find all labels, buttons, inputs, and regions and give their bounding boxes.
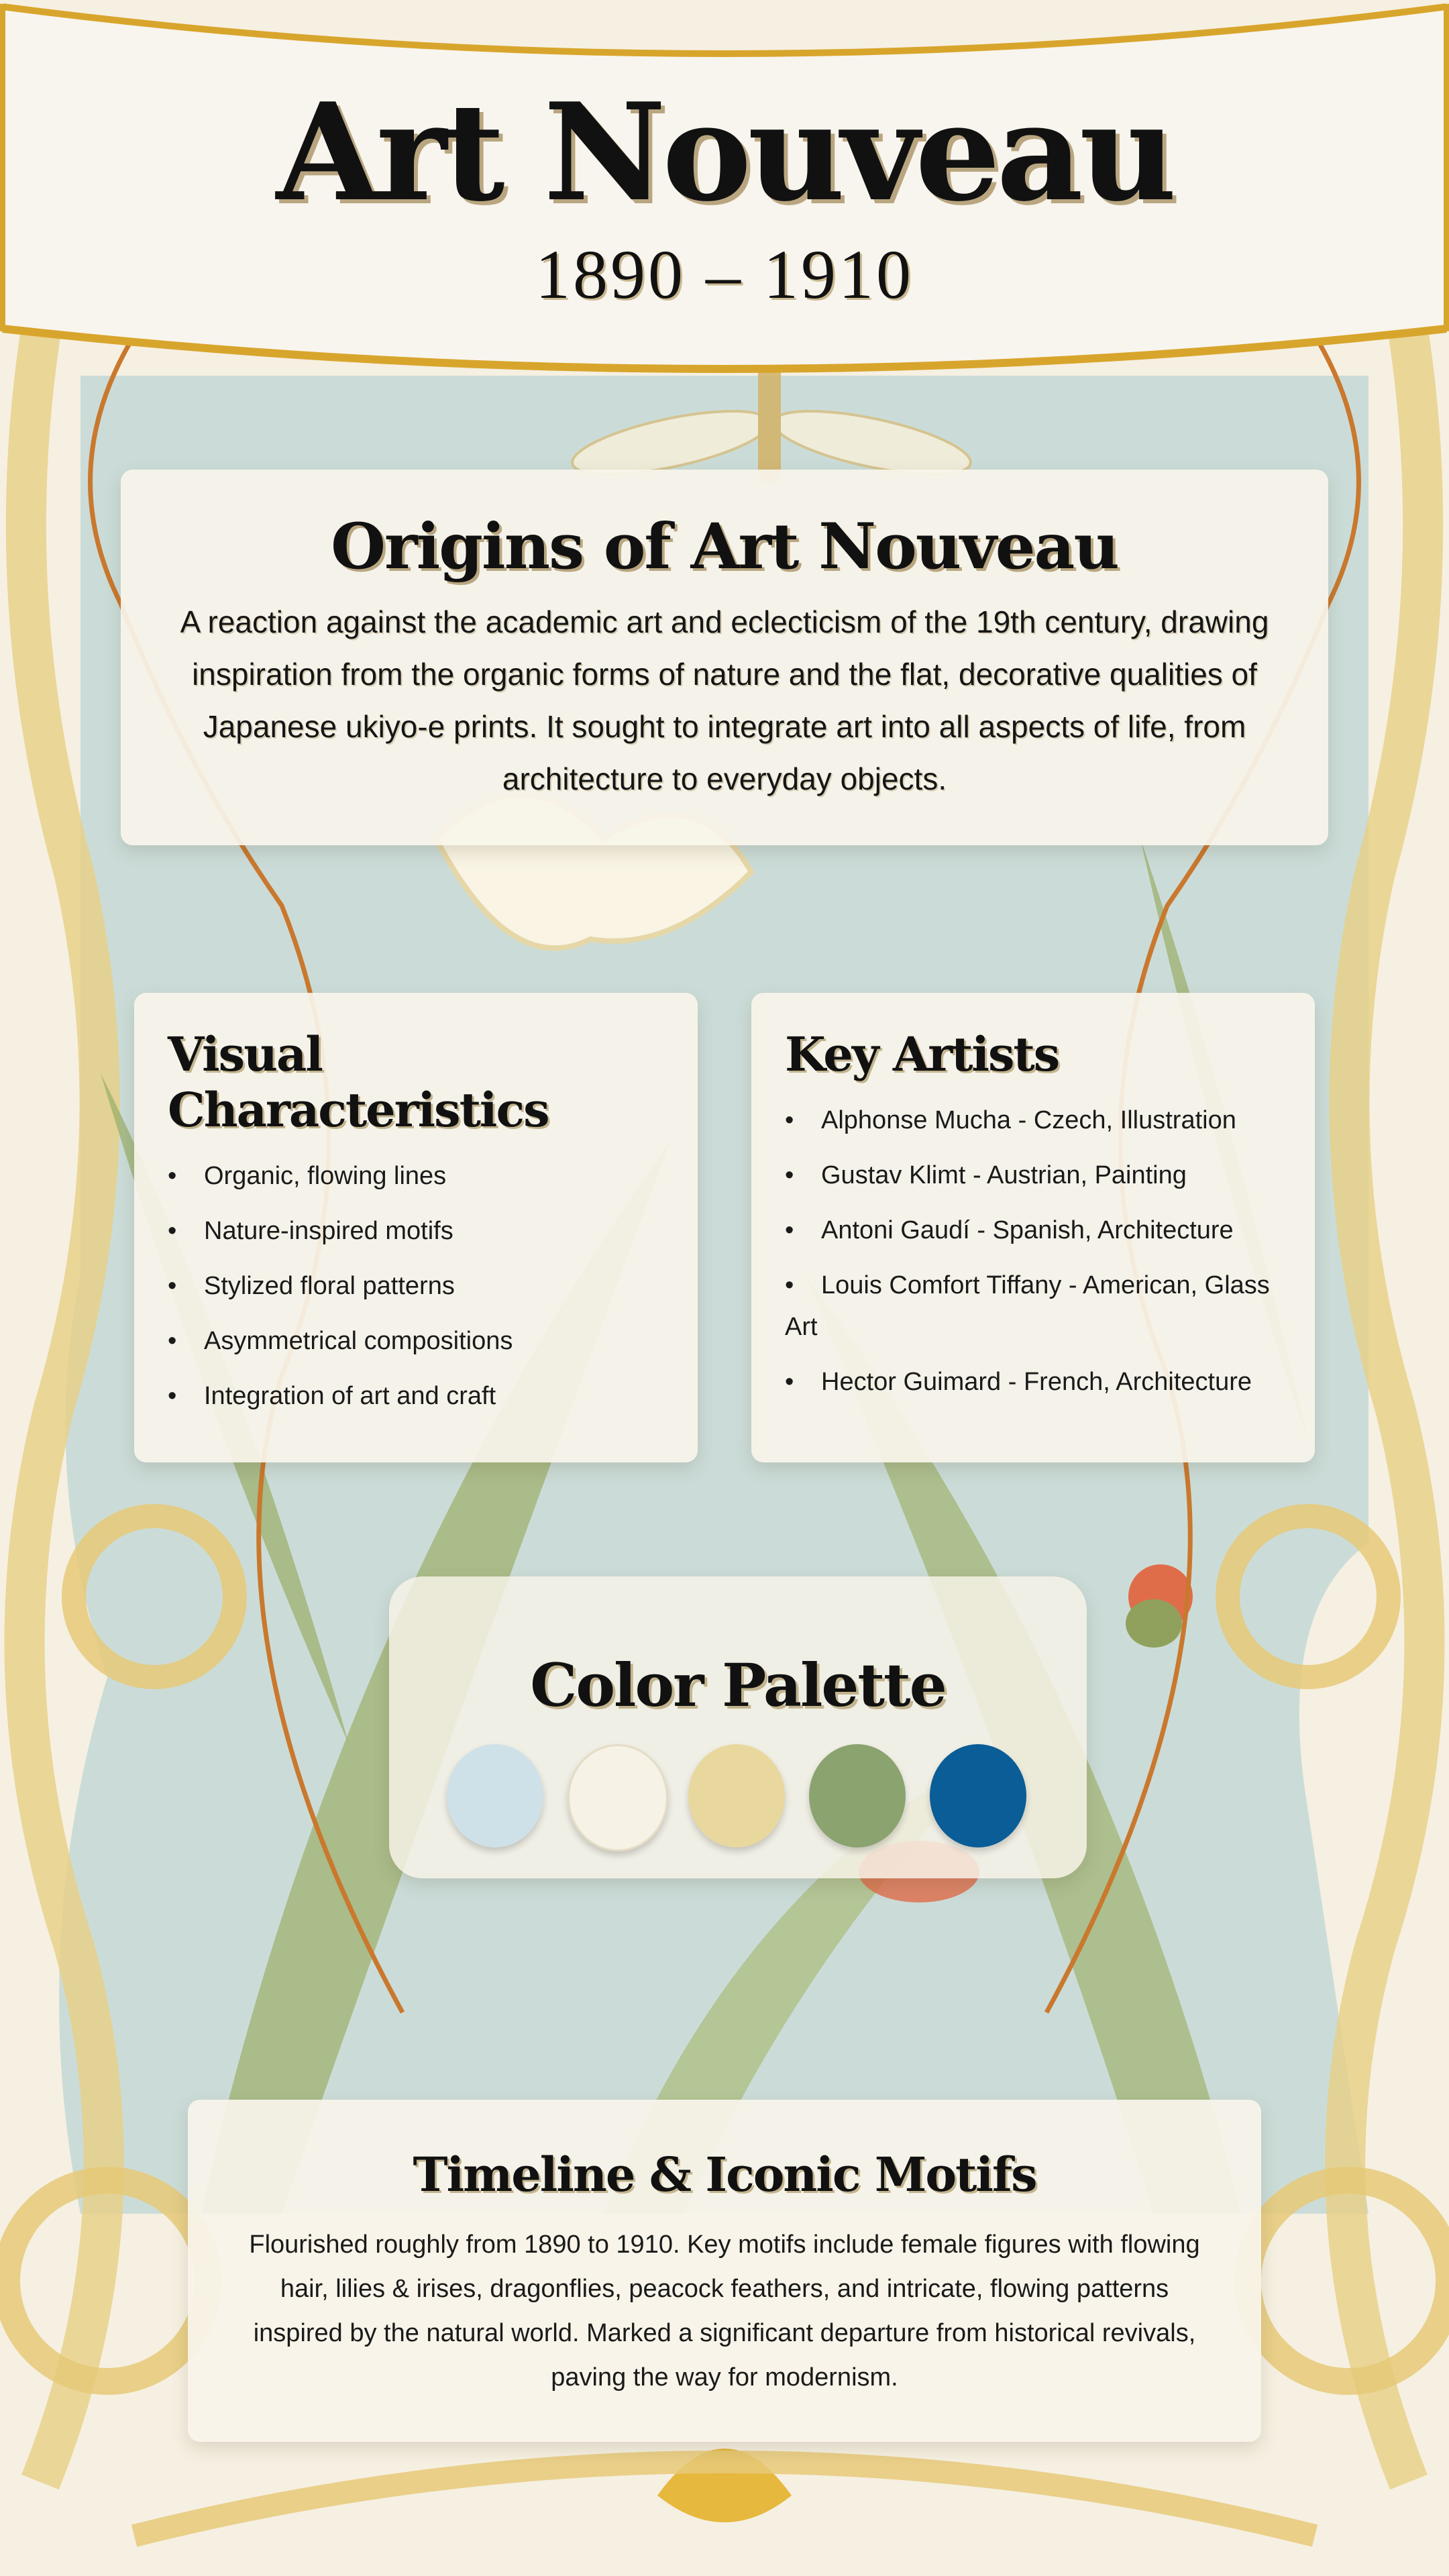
page-title: Art Nouveau — [276, 74, 1173, 231]
list-item: • Antoni Gaudí - Spanish, Architecture — [785, 1210, 1281, 1251]
origins-card — [121, 470, 1328, 845]
bullet-icon: • — [168, 1162, 177, 1190]
list-item: • Louis Comfort Tiffany - American, Glass Art — [785, 1265, 1281, 1348]
color-palette-card — [389, 1576, 1087, 1878]
bullet-icon: • — [785, 1106, 794, 1134]
bullet-icon: • — [785, 1161, 794, 1189]
list-item: • Asymmetrical compositions — [168, 1320, 664, 1362]
bullet-icon: • — [785, 1271, 794, 1299]
date-range: 1890 – 1910 — [535, 236, 914, 313]
bullet-icon: • — [168, 1327, 177, 1355]
list-item: • Integration of art and craft — [168, 1375, 664, 1417]
key-artists-heading: Key Artists — [785, 1026, 1059, 1082]
swatch-row — [447, 1744, 1037, 1851]
list-item: • Hector Guimard - French, Architecture — [785, 1361, 1281, 1403]
origins-text: A reaction against the academic art and eclecticism of the 19th century, drawing inspiration from the organic forms of nature and the flat, decorative qualities of Japanese ukiyo-e prints. It sought to integrate art into all aspects of life, from architecture to everyday objects. — [180, 604, 1269, 796]
color-swatch — [809, 1744, 906, 1847]
list-item: • Stylized floral patterns — [168, 1265, 664, 1307]
visual-characteristics-list — [168, 1155, 664, 1417]
timeline-text: Flourished roughly from 1890 to 1910. Key motifs include female figures with flowing hair, lilies & irises, dragonflies, peacock feathers, and intricate, flowing patterns inspired by the natural world. Marked a significant departure from historical revivals, paving the way for modernism. — [249, 2231, 1200, 2392]
color-swatch — [930, 1744, 1026, 1847]
visual-characteristics-heading: Visual Characteristics — [168, 1026, 549, 1138]
bullet-icon: • — [785, 1368, 794, 1396]
list-item: • Gustav Klimt - Austrian, Painting — [785, 1155, 1281, 1196]
origins-heading: Origins of Art Nouveau — [331, 510, 1118, 584]
bullet-icon: • — [168, 1217, 177, 1245]
list-item: • Alphonse Mucha - Czech, Illustration — [785, 1099, 1281, 1141]
bullet-icon: • — [785, 1216, 794, 1244]
color-palette-heading: Color Palette — [530, 1650, 946, 1720]
bullet-icon: • — [168, 1382, 177, 1410]
visual-characteristics-card — [134, 993, 698, 1462]
color-swatch — [568, 1744, 668, 1851]
color-swatch — [447, 1744, 543, 1847]
list-item: • Organic, flowing lines — [168, 1155, 664, 1197]
list-item: • Nature-inspired motifs — [168, 1210, 664, 1252]
timeline-heading: Timeline & Iconic Motifs — [413, 2147, 1036, 2202]
key-artists-card — [751, 993, 1315, 1462]
bullet-icon: • — [168, 1272, 177, 1300]
color-swatch — [688, 1744, 785, 1847]
timeline-card — [188, 2100, 1261, 2442]
key-artists-list — [785, 1099, 1281, 1403]
